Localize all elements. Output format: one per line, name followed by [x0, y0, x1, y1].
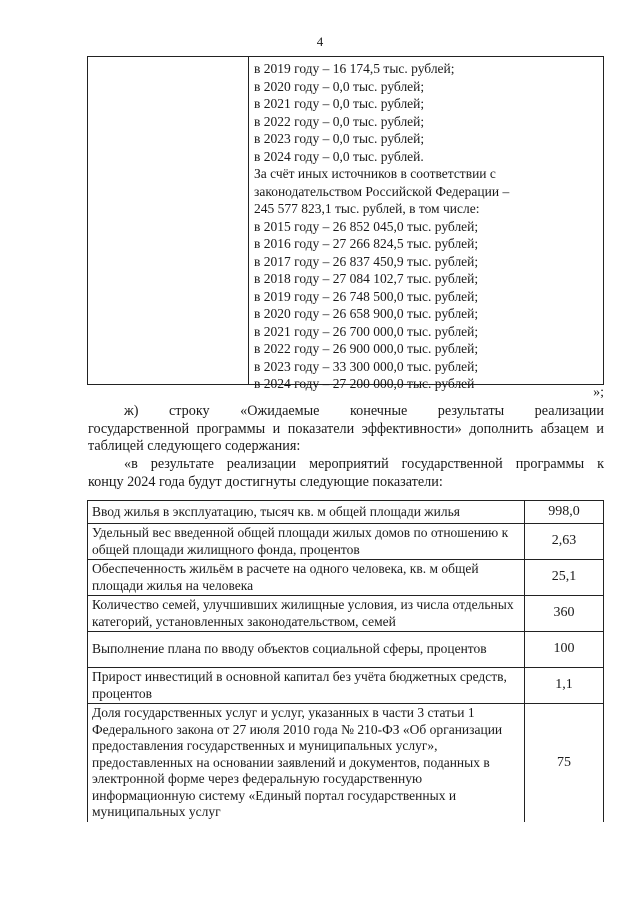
funding-line: законодательством Российской Федерации –	[254, 183, 510, 199]
table-row	[88, 632, 604, 668]
funding-line: в 2015 году – 26 852 045,0 тыс. рублей;	[254, 218, 479, 234]
funding-line: в 2023 году – 0,0 тыс. рублей;	[254, 131, 425, 146]
funding-line: в 2016 году – 27 266 824,5 тыс. рублей;	[254, 236, 479, 251]
value-cell: 360	[525, 596, 604, 632]
indicator-cell: Количество семей, улучшивших жилищные условия, из числа отдельных категорий, установленных законодательством, семей	[88, 596, 525, 632]
indicator-cell: Обеспеченность жильём в расчете на одного человека, кв. м общей площади жилья на человека	[88, 560, 525, 596]
indicator-cell: Выполнение плана по вводу объектов социальной сферы, процентов	[88, 632, 525, 668]
indicator-cell: Удельный вес введенной общей площади жилых домов по отношению к общей площади жилищного фонда, процентов	[88, 524, 525, 560]
results-intro-first-line: «в результате реализации мероприятий государственной программы к	[124, 456, 604, 472]
value-cell: 1,1	[525, 668, 604, 704]
results-table	[87, 500, 604, 822]
table-row	[88, 668, 604, 704]
funding-line: в 2018 году – 27 084 102,7 тыс. рублей;	[254, 271, 479, 286]
amendment-paragraph-text: государственной программы и показатели эффективности» дополнить абзацем и таблицей следующего содержания:	[88, 420, 604, 454]
funding-line: 245 577 823,1 тыс. рублей, в том числе:	[254, 201, 480, 216]
value-cell: 25,1	[525, 560, 604, 596]
indicator-cell: Прирост инвестиций в основной капитал без учёта бюджетных средств, процентов	[88, 668, 525, 704]
table-row	[88, 560, 604, 596]
page-number: 4	[316, 34, 324, 49]
table-row	[88, 704, 604, 823]
indicator-cell: Доля государственных услуг и услуг, указанных в части 3 статьи 1 Федерального закона от 27 июля 2010 года № 210-ФЗ «Об организации предоставления государственных и муниципальных услуг», предоставленных на основании заявлений и документов, поданных в электронной форме через федеральную государственную информационную систему «Единый портал государственных и муниципальных услуг	[88, 704, 525, 823]
table-row	[88, 596, 604, 632]
value-cell: 998,0	[525, 501, 604, 524]
value-cell: 75	[525, 704, 604, 823]
funding-line: в 2020 году – 0,0 тыс. рублей;	[254, 78, 425, 94]
funding-line: в 2019 году – 16 174,5 тыс. рублей;	[254, 61, 455, 76]
amendment-paragraph-first-line: ж) строку «Ожидаемые конечные результаты реализации	[124, 403, 604, 419]
table-row	[88, 501, 604, 524]
funding-line: в 2024 году – 27 200 000,0 тыс. рублей	[254, 376, 475, 391]
column-divider	[248, 57, 249, 384]
funding-line: в 2021 году – 0,0 тыс. рублей;	[254, 96, 425, 111]
funding-table	[87, 56, 604, 391]
funding-sources-cell	[254, 60, 602, 393]
results-intro-paragraph	[88, 456, 604, 491]
value-cell: 100	[525, 632, 604, 668]
funding-line: в 2021 году – 26 700 000,0 тыс. рублей;	[254, 323, 479, 339]
funding-line: в 2024 году – 0,0 тыс. рублей.	[254, 148, 424, 164]
funding-line: в 2022 году – 26 900 000,0 тыс. рублей;	[254, 341, 479, 356]
results-intro-text: концу 2024 года будут достигнуты следующие показатели:	[88, 473, 443, 490]
funding-line: За счёт иных источников в соответствии с	[254, 166, 496, 181]
amendment-paragraph	[88, 403, 604, 456]
table-row	[88, 524, 604, 560]
indicator-cell: Ввод жилья в эксплуатацию, тысяч кв. м общей площади жилья	[88, 501, 525, 524]
funding-line: в 2022 году – 0,0 тыс. рублей;	[254, 113, 425, 129]
funding-line: в 2019 году – 26 748 500,0 тыс. рублей;	[254, 288, 479, 304]
funding-line: в 2023 году – 33 300 000,0 тыс. рублей;	[254, 358, 479, 374]
funding-line: в 2017 году – 26 837 450,9 тыс. рублей;	[254, 253, 479, 269]
value-cell: 2,63	[525, 524, 604, 560]
closing-quote-mark: »;	[593, 385, 604, 400]
funding-line: в 2020 году – 26 658 900,0 тыс. рублей;	[254, 306, 479, 321]
